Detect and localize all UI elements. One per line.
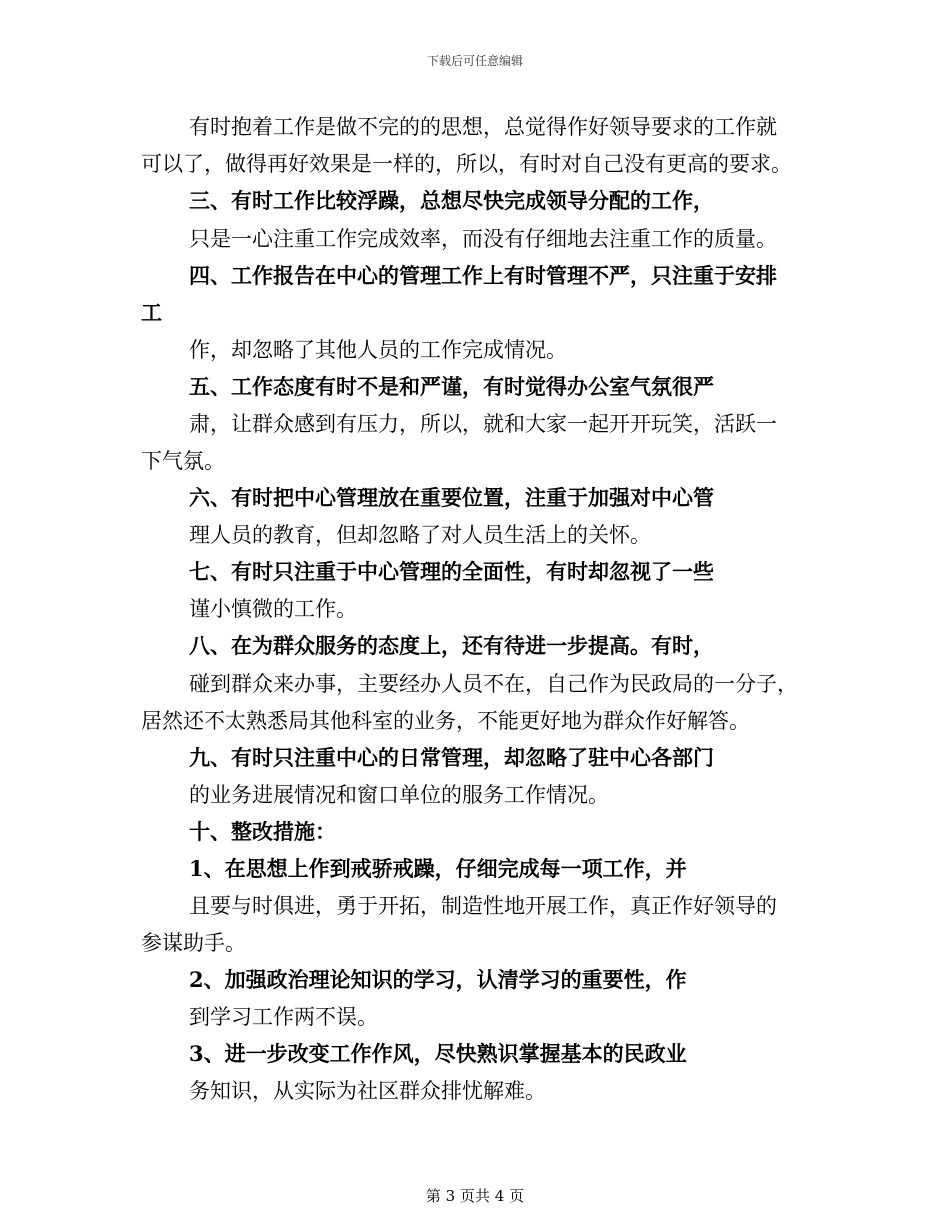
- section-heading: 四、工作报告在中心的管理工作上有时管理不严，只注重于安排: [189, 263, 777, 288]
- body-line: 的业务进展情况和窗口单位的服务工作情况。: [189, 783, 609, 807]
- section-heading: 3、进一步改变工作作风，尽快熟识掌握基本的民政业: [189, 1041, 687, 1066]
- body-line: 务知识，从实际为社区群众排忧解难。: [189, 1079, 546, 1103]
- body-line: 理人员的教育，但却忽略了对人员生活上的关怀。: [189, 523, 651, 547]
- page-footer: 第 3 页共 4 页: [425, 1187, 525, 1205]
- body-line: 参谋助手。: [141, 931, 246, 955]
- section-heading: 1、在思想上作到戒骄戒躁，仔细完成每一项工作，并: [189, 856, 687, 881]
- body-line: 到学习工作两不误。: [189, 1005, 378, 1029]
- section-heading: 九、有时只注重中心的日常管理，却忽略了驻中心各部门: [189, 745, 714, 770]
- body-line: 居然还不太熟悉局其他科室的业务，不能更好地为群众作好解答。: [141, 709, 750, 733]
- section-heading: 七、有时只注重于中心管理的全面性，有时却忽视了一些: [189, 559, 714, 584]
- section-heading: 十、整改措施：: [189, 819, 336, 844]
- section-heading: 六、有时把中心管理放在重要位置，注重于加强对中心管: [189, 485, 714, 510]
- section-heading: 三、有时工作比较浮躁，总想尽快完成领导分配的工作，: [189, 188, 714, 213]
- page-header: 下载后可任意编辑: [426, 54, 523, 68]
- body-line: 只是一心注重工作完成效率，而没有仔细地去注重工作的质量。: [189, 227, 777, 251]
- body-line: 谨小慎微的工作。: [189, 597, 357, 621]
- section-heading: 五、工作态度有时不是和严谨，有时觉得办公室气氛很严: [189, 374, 714, 399]
- section-heading: 八、在为群众服务的态度上，还有待进一步提高。有时，: [189, 633, 714, 658]
- section-heading: 2、加强政治理论知识的学习，认清学习的重要性，作: [189, 967, 687, 992]
- body-line: 下气氛。: [141, 449, 225, 473]
- body-line: 有时抱着工作是做不完的的思想，总觉得作好领导要求的工作就: [189, 115, 777, 139]
- section-heading: 工: [141, 300, 162, 325]
- body-line: 作，却忽略了其他人员的工作完成情况。: [189, 338, 567, 362]
- body-line: 碰到群众来办事，主要经办人员不在，自己作为民政局的一分子，: [189, 672, 798, 696]
- body-line: 肃，让群众感到有压力，所以，就和大家一起开开玩笑，活跃一: [189, 412, 777, 436]
- body-line: 且要与时俱进，勇于开拓，制造性地开展工作，真正作好领导的: [189, 894, 777, 918]
- body-line: 可以了，做得再好效果是一样的，所以，有时对自己没有更高的要求。: [141, 152, 792, 176]
